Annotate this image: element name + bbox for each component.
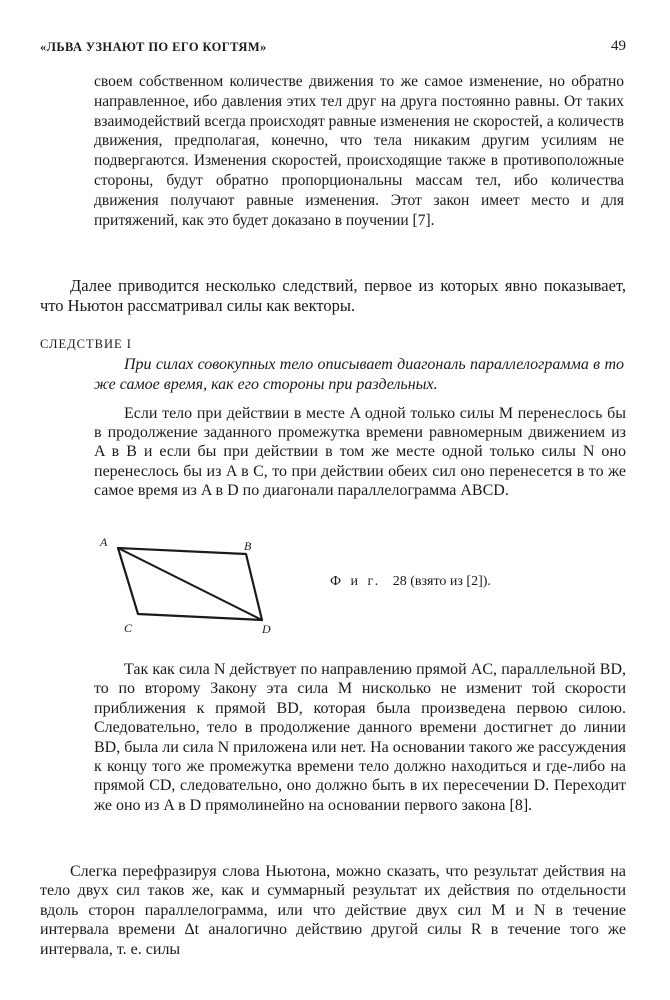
corollary-proof: Если тело при действии в месте A одной только силы M перенеслось бы в продолжение заданного промежутка времени равномерным движением из A в B и если бы при действии в том же месте одной только силы N оно перенеслось бы из A в C, то при действии обеих сил оно перенесется в то же самое время из A в D по диагонали параллелограмма ABCD. (94, 405, 626, 499)
caption-fig-number: 28 (392, 574, 407, 589)
newton-quote-continuation: своем собственном количестве движения то же самое изменение, но обратно направленное, ибо давления этих тел друг на друга постоянно равны. От таких взаимодействий всегда происходят равные изменения не скоростей, а количеств движения, предполагая, конечно, что тела никаким другим усилиям не подвергаются. Изменения скоростей, происходящие также в противоположные стороны, будут обратно пропорциональны массам тел, ибо количества движения получают равные изменения. Этот закон имеет место и для притяжений, как это будет доказано в поучении [7]. (94, 73, 624, 229)
diagonal-ad (118, 548, 262, 620)
parallelogram-diagram (94, 530, 294, 640)
corollary-statement: При силах совокупных тело описывает диагональ параллелограмма в то же самое время, как его стороны при раздельных. (94, 356, 624, 393)
vertex-label-d: D (262, 622, 271, 636)
intro-paragraph: Далее приводится несколько следствий, первое из которых явно показывает, что Ньютон рассматривал силы как векторы. (40, 276, 626, 315)
newton-argument: Так как сила N действует по направлению прямой AC, параллельной BD, то по второму Закону эта сила M нисколько не изменит той скорости приближения к прямой BD, которая была произведена первою силою. Следовательно, тело в продолжение данного времени достигнет до линии BD, была ли сила N приложена или нет. На основании такого же рассуждения к концу того же промежутка времени тело должно находиться и где-либо на прямой CD, следовательно, оно должно быть в их пересечении D. Переходит же оно из A в D прямолинейно на основании первого закона [8]. (94, 661, 626, 814)
vertex-label-a: A (100, 535, 108, 549)
vertex-label-c: C (124, 621, 133, 635)
figure-caption (330, 574, 491, 590)
page-number: 49 (611, 38, 626, 54)
corollary-heading: СЛЕДСТВИЕ I (40, 337, 132, 351)
closing-paragraph: Слегка перефразируя слова Ньютона, можно сказать, что результат действия на тело двух сил таков же, как и суммарный результат их действия по отдельности вдоль сторон параллелограмма, или что действие двух сил M и N в течение интервала времени Δt аналогично действию другой силы R в течение того же интервала, т. е. силы (40, 863, 626, 958)
running-title: «ЛЬВА УЗНАЮТ ПО ЕГО КОГТЯМ» (40, 40, 267, 54)
caption-source: (взято из [2]). (410, 574, 491, 589)
parallelogram-figure (94, 530, 294, 640)
caption-fig-word: Ф и г. (330, 574, 382, 589)
vertex-label-b: B (244, 539, 252, 553)
